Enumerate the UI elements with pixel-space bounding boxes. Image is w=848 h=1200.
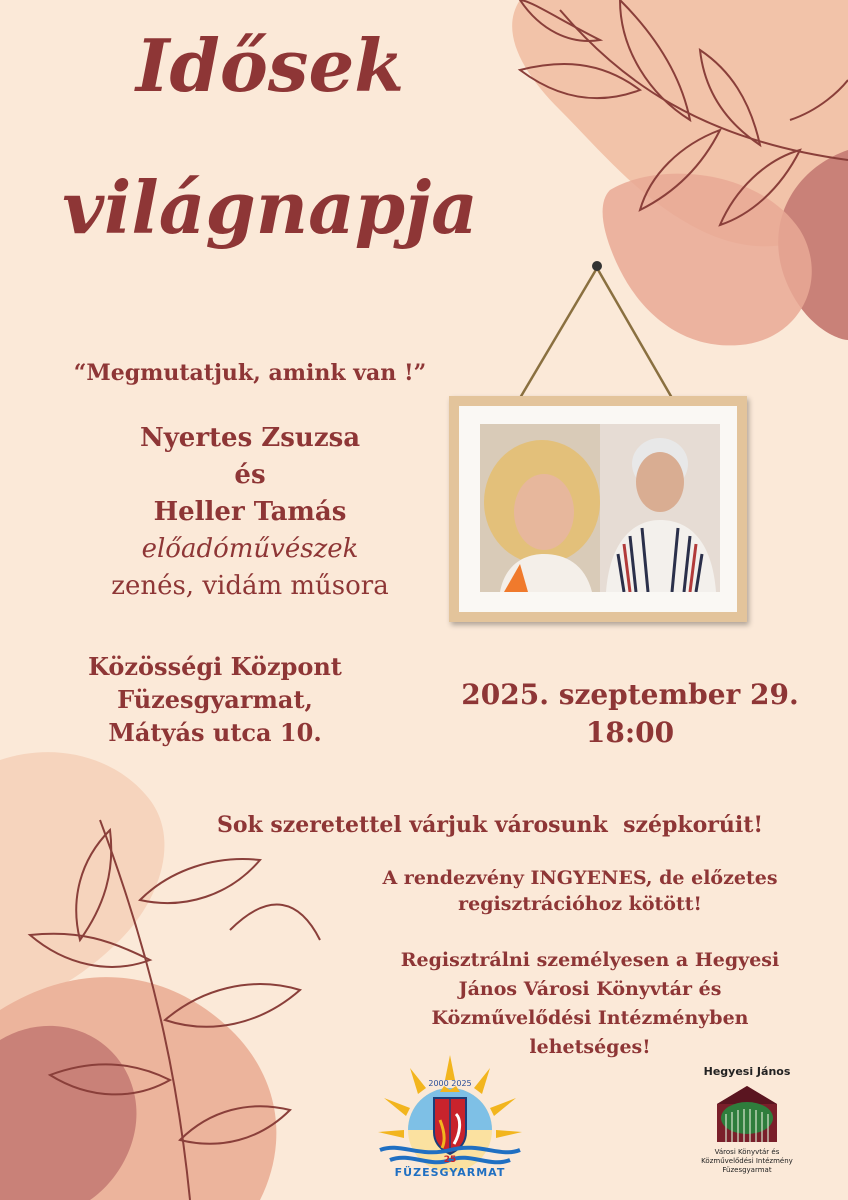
free-entry-note — [330, 865, 830, 917]
library-logo-sub-3: Füzesgyarmat — [722, 1166, 772, 1174]
city-logo-years: 2000 2025 — [428, 1079, 472, 1088]
venue-line-1: Közösségi Központ — [88, 652, 342, 681]
event-time: 18:00 — [585, 716, 675, 749]
performers-block — [20, 420, 480, 605]
welcome-message: Sok szeretettel várjuk városunk szépkorúit! — [216, 812, 764, 838]
library-logo-name: Hegyesi János — [703, 1065, 791, 1078]
motto: “Megmutatjuk, amink van !” — [73, 360, 427, 386]
library-logo-sub-2: Közművelődési Intézmény — [701, 1157, 793, 1165]
event-date: 2025. szeptember 29. — [461, 678, 799, 711]
performer-name-2: Heller Tamás — [153, 497, 347, 527]
library-logo-sub-1: Városi Könyvtár és — [714, 1148, 780, 1156]
venue-block — [60, 650, 370, 749]
picture-frame — [449, 396, 747, 622]
blob-bottom-left — [0, 752, 164, 1010]
hanger-nail — [592, 261, 602, 271]
performer-and: és — [234, 460, 266, 490]
free-entry-line-2: regisztrációhoz kötött! — [458, 893, 702, 915]
registration-line-2: János Városi Könyvtár és — [458, 978, 722, 1000]
registration-line-4: lehetséges! — [529, 1036, 651, 1058]
title-line-2: világnapja — [62, 165, 478, 250]
library-emblem-icon — [712, 1084, 782, 1144]
library-logo — [672, 1065, 822, 1175]
performer-show: zenés, vidám műsora — [111, 571, 389, 601]
venue-line-3: Mátyás utca 10. — [108, 718, 322, 747]
city-logo — [370, 1050, 530, 1180]
photo-man — [600, 424, 720, 592]
performer-name-1: Nyertes Zsuzsa — [139, 423, 361, 453]
photo-woman — [480, 424, 600, 592]
title-line-1: Idősek — [135, 23, 405, 108]
event-datetime — [440, 676, 820, 752]
performer-role: előadóművészek — [141, 534, 359, 564]
venue-line-2: Füzesgyarmat, — [117, 685, 313, 714]
registration-note — [350, 946, 830, 1062]
city-logo-name: FÜZESGYARMAT — [394, 1166, 506, 1179]
registration-line-1: Regisztrálni személyesen a Hegyesi — [400, 949, 780, 971]
free-entry-line-1: A rendezvény INGYENES, de előzetes — [382, 867, 778, 889]
registration-line-3: Közművelődési Intézményben — [431, 1007, 749, 1029]
picture-mat — [459, 406, 737, 612]
city-logo-number: 25 — [443, 1155, 457, 1165]
